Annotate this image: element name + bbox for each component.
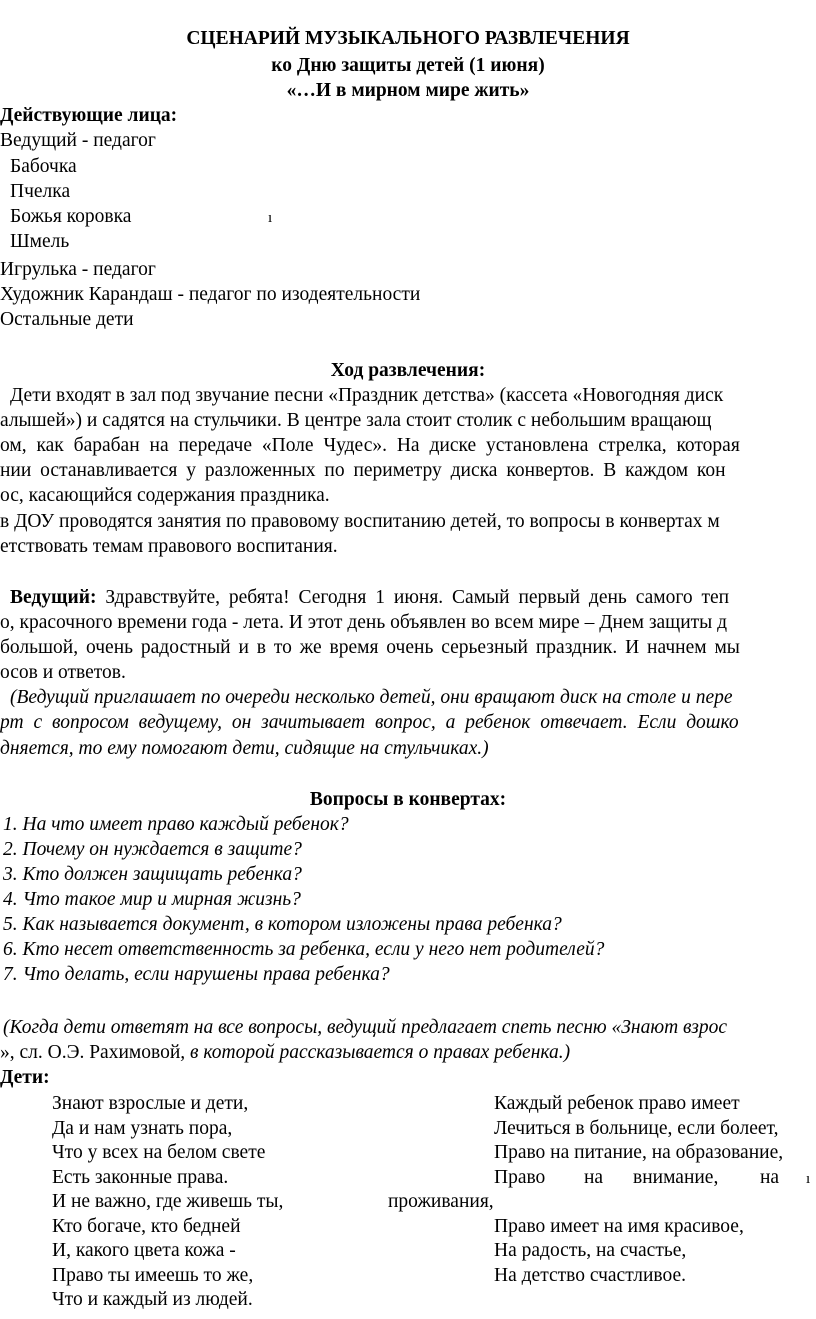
progress-heading: Ход развлечения: [330, 360, 486, 381]
cast-item: Ведущий - педагог [0, 130, 156, 151]
song-line: На детство счастливое. [494, 1265, 687, 1286]
song-intro-rest: , в которой рассказывается о правах ребенка.) [180, 1042, 571, 1063]
song-word: на [584, 1167, 604, 1188]
document-motto: «…И в мирном мире жить» [286, 80, 530, 101]
cast-item: Пчелка [10, 181, 71, 202]
host-speech-first-line [10, 586, 729, 610]
song-line: Каждый ребенок право имеет [494, 1093, 740, 1114]
question-item: 5. Как называется документ, в котором изложены права ребенка? [3, 914, 562, 935]
song-line: Есть законные права. [52, 1166, 229, 1188]
question-item: 4. Что такое мир и мирная жизнь? [3, 889, 301, 910]
progress-line: в ДОУ проводятся занятия по правовому воспитанию детей, то вопросы в конвертах м [0, 511, 720, 532]
cast-item: Художник Карандаш - педагог по изодеятельности [0, 284, 421, 305]
song-line: Что у всех на белом свете [52, 1142, 266, 1163]
song-line: Право ты имеешь то же, [52, 1264, 254, 1286]
stage-direction-line: (Ведущий приглашает по очереди несколько детей, они вращают диск на столе и пере [10, 687, 733, 708]
song-intro-line: (Когда дети ответят на все вопросы, ведущий предлагает спеть песню «Знают взрос [3, 1017, 728, 1038]
progress-line: ос, касающийся содержания праздника. [0, 485, 330, 506]
song-intro-line-2 [0, 1041, 570, 1065]
stray-mark: ı [806, 1171, 811, 1187]
cast-item: Божья коровка [10, 206, 132, 227]
cast-item: Игрулька - педагог [0, 259, 156, 280]
document-title: СЦЕНАРИЙ МУЗЫКАЛЬНОГО РАЗВЛЕЧЕНИЯ [186, 28, 630, 49]
questions-heading: Вопросы в конвертах: [309, 789, 507, 810]
host-speech-text: Здравствуйте, ребята! Сегодня 1 июня. Самый первый день самого теп [96, 587, 730, 608]
song-author: », сл. О.Э. Рахимовой [0, 1042, 181, 1063]
song-line: И не важно, где живешь ты, [52, 1191, 284, 1212]
song-line: Право имеет на имя красивое, [494, 1216, 744, 1237]
song-line: Знают взрослые и дети, [52, 1093, 249, 1114]
question-item: 2. Почему он нуждается в защите? [3, 839, 302, 860]
progress-line: Дети входят в зал под звучание песни «Праздник детства» (кассета «Новогодняя диск [10, 385, 724, 406]
progress-line: етствовать темам правового воспитания. [0, 536, 338, 557]
host-speaker-label: Ведущий: [10, 587, 97, 608]
cast-heading: Действующие лица: [0, 105, 178, 126]
host-speech-line: осов и ответов. [0, 662, 126, 683]
song-line: проживания, [388, 1191, 494, 1212]
stage-direction-line: рт с вопросом ведущему, он зачитывает вопрос, а ребенок отвечает. Если дошко [0, 712, 739, 733]
question-item: 7. Что делать, если нарушены права ребенка? [3, 964, 390, 985]
song-word: на [760, 1167, 780, 1188]
song-line: Кто богаче, кто бедней [52, 1215, 241, 1237]
cast-item: Остальные дети [0, 309, 134, 330]
host-speech-line: о, красочного времени года - лета. И этот день объявлен во всем мире – Днем защиты д [0, 612, 728, 633]
song-speaker-label: Дети: [0, 1067, 50, 1088]
song-line: И, какого цвета кожа - [52, 1240, 236, 1261]
document-subtitle: ко Дню защиты детей (1 июня) [271, 55, 545, 76]
stage-direction-line: дняется, то ему помогают дети, сидящие на стульчиках.) [0, 738, 489, 759]
cast-item: Бабочка [10, 156, 77, 177]
question-item: 6. Кто несет ответственность за ребенка, если у него нет родителей? [3, 939, 605, 960]
song-line: Что и каждый из людей. [52, 1289, 253, 1310]
host-speech-line: большой, очень радостный и в то же время очень серьезный праздник. И начнем мы [0, 637, 740, 658]
progress-line: алышей») и садятся на стульчики. В центре зала стоит столик с небольшим вращающ [0, 410, 712, 431]
song-line: На радость, на счастье, [494, 1240, 687, 1261]
song-line: Да и нам узнать пора, [52, 1117, 233, 1139]
progress-line: ом, как барабан на передаче «Поле Чудес». На диске установлена стрелка, которая [0, 435, 740, 456]
stray-mark: ı [268, 210, 273, 226]
song-word: Право [494, 1167, 546, 1188]
song-line: Право на питание, на образование, [494, 1142, 784, 1163]
song-line: Лечиться в больнице, если болеет, [494, 1118, 779, 1139]
question-item: 3. Кто должен защищать ребенка? [3, 864, 302, 885]
question-item: 1. На что имеет право каждый ребенок? [3, 814, 349, 835]
cast-item: Шмель [10, 231, 70, 252]
song-word: внимание, [633, 1167, 719, 1188]
progress-line: нии останавливается у разложенных по периметру диска конвертов. В каждом кон [0, 460, 726, 481]
song-verse-left [52, 1092, 283, 1313]
